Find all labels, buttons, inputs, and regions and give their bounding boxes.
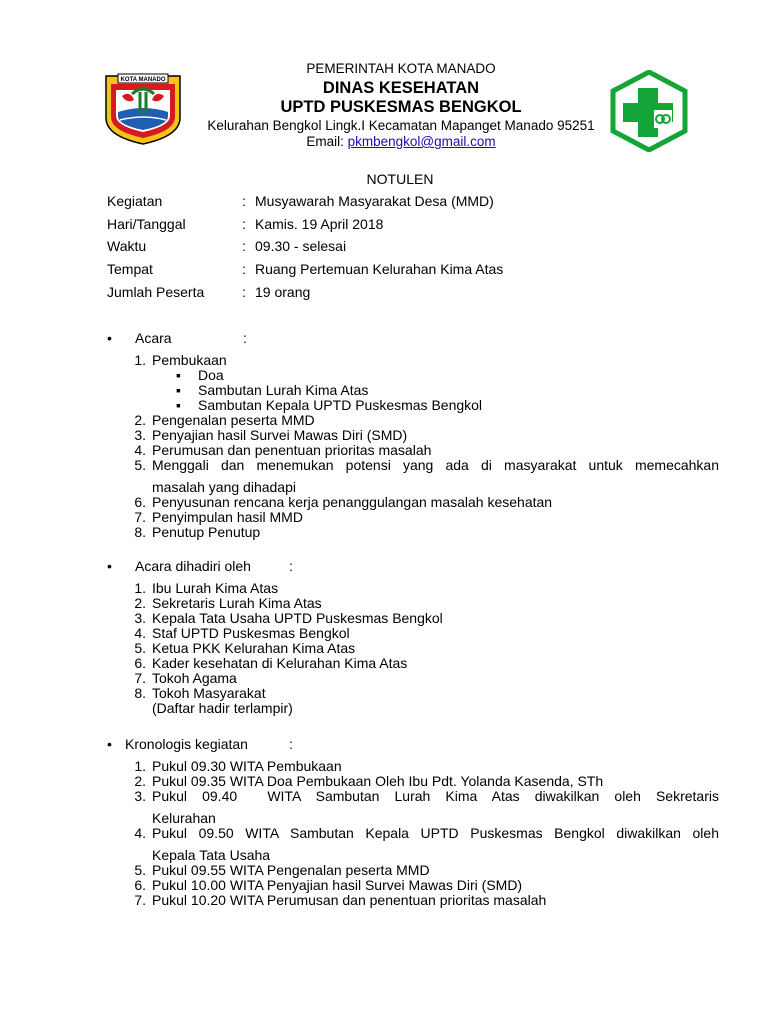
info-value: Kamis. 19 April 2018 — [255, 216, 384, 232]
bullet-icon: • — [107, 558, 112, 574]
info-value: Ruang Pertemuan Kelurahan Kima Atas — [255, 261, 504, 277]
header-gov: PEMERINTAH KOTA MANADO — [306, 61, 496, 76]
info-label: Waktu — [107, 238, 147, 254]
header-address: Kelurahan Bengkol Lingk.I Kecamatan Mapanget Manado 95251 — [207, 118, 595, 133]
info-value: Musyawarah Masyarakat Desa (MMD) — [255, 193, 494, 209]
bullet-icon: • — [107, 330, 112, 346]
email-label: Email: — [306, 134, 344, 149]
document-title: NOTULEN — [366, 171, 434, 187]
section-colon: : — [289, 736, 293, 752]
section-colon: : — [243, 330, 247, 346]
puskesmas-logo — [610, 70, 688, 152]
square-bullet-icon: ▪ — [176, 397, 181, 413]
email-link[interactable]: pkmbengkol@gmail.com — [347, 134, 496, 149]
info-colon: : — [242, 261, 246, 277]
section-colon: : — [289, 558, 293, 574]
info-value: 09.30 - selesai — [255, 238, 347, 254]
bullet-icon: • — [107, 736, 112, 752]
header-email-line — [240, 134, 562, 149]
kota-manado-logo — [102, 70, 184, 146]
section-heading-text: Kronologis kegiatan — [125, 736, 248, 752]
info-colon: : — [242, 216, 246, 232]
kota-manado-logo-text: KOTA MANADO — [120, 77, 166, 83]
info-label: Kegiatan — [107, 193, 163, 209]
section-heading-text: Acara — [135, 330, 172, 346]
info-label: Jumlah Peserta — [107, 284, 205, 300]
square-bullet-icon: ▪ — [176, 382, 181, 398]
info-colon: : — [242, 238, 246, 254]
info-value: 19 orang — [255, 284, 311, 300]
info-colon: : — [242, 193, 246, 209]
section-heading-text: Acara dihadiri oleh — [135, 558, 251, 574]
header-dept: DINAS KESEHATAN — [322, 79, 480, 97]
square-bullet-icon: ▪ — [176, 367, 181, 383]
info-colon: : — [242, 284, 246, 300]
info-label: Hari/Tanggal — [107, 216, 186, 232]
header-unit: UPTD PUSKESMAS BENGKOL — [280, 98, 522, 116]
info-label: Tempat — [107, 261, 153, 277]
